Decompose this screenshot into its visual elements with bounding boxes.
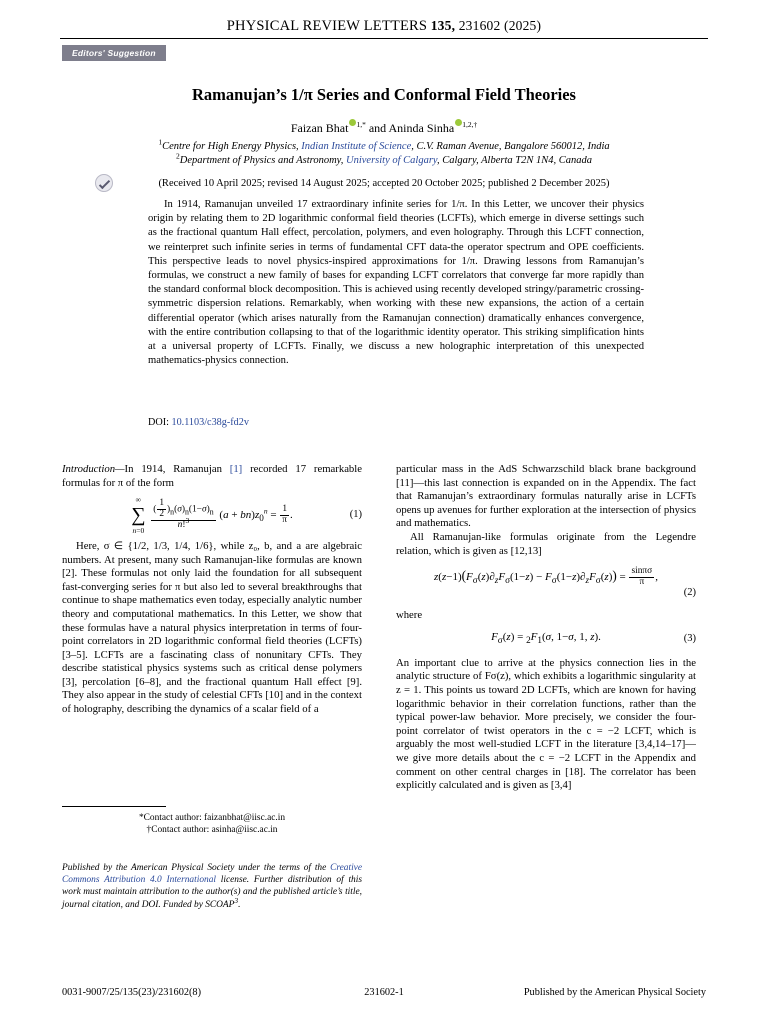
author-list (60, 120, 708, 136)
footnote-1: *Contact author: faizanbhat@iisc.ac.in (138, 813, 286, 823)
affiliation-1-text-b: , C.V. Raman Avenue, Bangalore 560012, India (411, 141, 610, 152)
citation-1[interactable]: [1] (229, 463, 243, 475)
equation-3-body: $F_\sigma(z) = _2F_1(\sigma$, 1−σ, 1, z). (491, 631, 601, 646)
affiliation-marker-1: 1 (158, 137, 163, 147)
doi-link[interactable]: 10.1103/c38g-fd2v (171, 417, 249, 428)
equation-2-body: $z(z-1)(F_\sigma(z)\partial_zF_\sigma(1-z) - F_\sigma(1-z)\partial_zF_\sigma(z))$ = $\frac{\sin\pi\sigma}{\pi}$ , (434, 566, 658, 588)
author-name-2: Aninda Sinha (388, 121, 455, 135)
author-affil-marker-1: 1,* (356, 120, 366, 129)
equation-1-fraction: ( $\frac{1}{2}$ )$_n(\sigma)_n(1-\sigma)_n$ n!$^3$ (153, 498, 214, 531)
paragraph-right-3: where (396, 608, 423, 621)
author-conjunction: and (368, 121, 387, 135)
author-name-1: Faizan Bhat (290, 121, 349, 135)
section-heading-introduction: Introduction— (62, 463, 125, 475)
affiliation-marker-2: 2 (176, 151, 180, 161)
equation-1-body: $(a + bn)z_0^n$ = $\frac{1}{\pi}$ . (219, 503, 293, 525)
affiliation-2 (60, 151, 708, 168)
equation-1 (62, 495, 362, 535)
intro-text-b: recorded 17 remarkable formulas for π of the form (62, 463, 362, 489)
page-title: Ramanujan’s 1/π Series and Conformal Field Theories (192, 85, 576, 104)
intro-text-a: In 1914, Ramanujan (124, 463, 230, 475)
license-link[interactable]: Creative Commons Attribution 4.0 International (62, 863, 362, 886)
license-superscript: 3 (234, 895, 239, 905)
paragraph-left-2: Here, σ ∈ {1/2, 1/3, 1/4, 1/6}, while z₀, b, and a are algebraic numbers. At present, many such Ramanujan-like formulas are known [2]. These formulas not only laid the foundation for all subsequent fast-converging series for π but also led to several breakthroughs that continue to shape mathematics even today, especially analytic number theory and computational mathematics. In this Letter, we show that these formulas have a natural physics interpretation in terms of four-point correlators in 2D logarithmic conformal field theories (LCFTs) [3–5]. LCFTs are a fascinating class of nonunitary CFTs. They describe statistical physics systems such as critical dense polymers [3], percolation [6–8], and the fractional quantum Hall effect [9]. They also appear in the study of celestial CFTs [10] and in the context of holography, describing the dynamics of a scalar field of a (62, 539, 362, 716)
body-column-left (62, 463, 362, 717)
footnote-rule (62, 806, 166, 807)
paragraph-right-4: An important clue to arrive at the physics connection lies in the analytic structure of Fσ(z), which exhibits a logarithmic singularity at z = 1. This points us toward 2D LCFTs, which are known for having logarithmic behavior in their correlation functions, rather than the typical power-law behavior. More precisely, we consider the four-point correlator of twist operators in the c = −2 LCFT, which is arguably the most well-studied LCFT in the literature [3,4,14–17]—we give more details about the c = −2 LCFT in the Appendix and comment on other central charges in [18]. The correlator has been explicitly calculated and is given as [3,4] (396, 656, 696, 792)
affiliation-2-link[interactable]: University of Calgary (346, 155, 437, 166)
running-head (0, 18, 768, 35)
equation-2-number: (2) (683, 586, 696, 598)
doi-line (148, 417, 249, 428)
issn-line: 0031-9007/25/135(23)/231602(8) (62, 987, 201, 998)
summation-symbol: ∞ ∑ n=0 (131, 495, 146, 535)
publication-dates: (Received 10 April 2025; revised 14 August 2025; accepted 20 October 2025; published 2 December 2025) (158, 178, 610, 189)
affiliation-2-text-b: , Calgary, Alberta T2N 1N4, Canada (437, 155, 592, 166)
equation-1-number: (1) (349, 509, 362, 521)
header-rule (60, 38, 708, 39)
paragraph-right-2: All Ramanujan-like formulas originate from the Legendre relation, which is given as [12,13] (396, 530, 696, 557)
journal-name: PHYSICAL REVIEW LETTERS (226, 18, 428, 34)
sum-lower-limit: n=0 (132, 525, 145, 535)
license-text-d: . (238, 899, 241, 910)
abstract: In 1914, Ramanujan unveiled 17 extraordinary infinite series for 1/π. In this Letter, we uncover their physics origin by relating them to 2D logarithmic conformal field theories (LCFTs), which emerge in diverse settings such as the fractional quantum Hall effect, percolation, polymers, and even holography. Through this LCFT connection, we reinterpret such infinite series in terms of fundamental CFT data-the operator spectrum and OPE coefficients. This perspective leads to novel physics-inspired approximations for 1/π. Drawing lessons from Ramanujan’s formulas, we construct a new family of bases for expanding LCFT correlators that converge far more rapidly than the standard conformal block decomposition. This is achieved using recently developed stringy/parametric crossing-symmetric dispersion relations. Remarkably, when working with these new expansions, the action of a certain differential operator (which arises naturally from the Ramanujan connection) dramatically enhances convergence, with the entire contribution collapsing to that of the logarithmic identity operator. This striking simplification hints at a universal property of LCFTs. Finally, we discuss a new holographic interpretation of this unexpected mathematics-physics connection. (148, 199, 644, 367)
affiliation-1 (60, 137, 708, 154)
affiliation-1-text-a: Centre for High Energy Physics, (162, 141, 299, 152)
article-number: 231602 (2025) (458, 18, 542, 33)
footnotes (62, 812, 362, 837)
license-text-a: Published by the American Physical Society under the terms of the (62, 863, 331, 873)
author-affil-marker-2: 1,2,† (462, 120, 478, 129)
license-text-b: license. Further distribution of this work must maintain attribution to the author(s) and the published article’s title, journal citation, and DOI. Funded by SCOAP (62, 875, 362, 910)
paragraph-right-1: particular mass in the AdS Schwarzschild black brane background [11]—this last connection is expanded on in the Appendix. The fact that Ramanujan’s extraordinary formulas naturally arise in LCFTs opens up avenues for further exploration at the intersection of physics and mathematics. (396, 463, 696, 530)
affiliation-2-text-a: Department of Physics and Astronomy, (179, 155, 344, 166)
equation-3 (396, 631, 696, 648)
license-note (62, 862, 362, 911)
paragraph-introduction (62, 463, 362, 490)
affiliations (60, 137, 708, 168)
page-number: 231602-1 (364, 987, 404, 998)
sum-upper-limit: ∞ (135, 495, 142, 505)
affiliation-1-link[interactable]: Indian Institute of Science (301, 141, 412, 152)
page-footer (62, 987, 706, 998)
publisher-line: Published by the American Physical Society (523, 987, 706, 998)
footnote-2: †Contact author: asinha@iisc.ac.in (146, 825, 278, 836)
doi-label: DOI: (148, 417, 169, 428)
volume-number: 135, (430, 18, 456, 33)
equation-3-number: (3) (683, 633, 696, 645)
body-column-right (396, 463, 696, 793)
editors-suggestion-badge: Editors' Suggestion (62, 45, 166, 61)
equation-2 (396, 567, 696, 599)
